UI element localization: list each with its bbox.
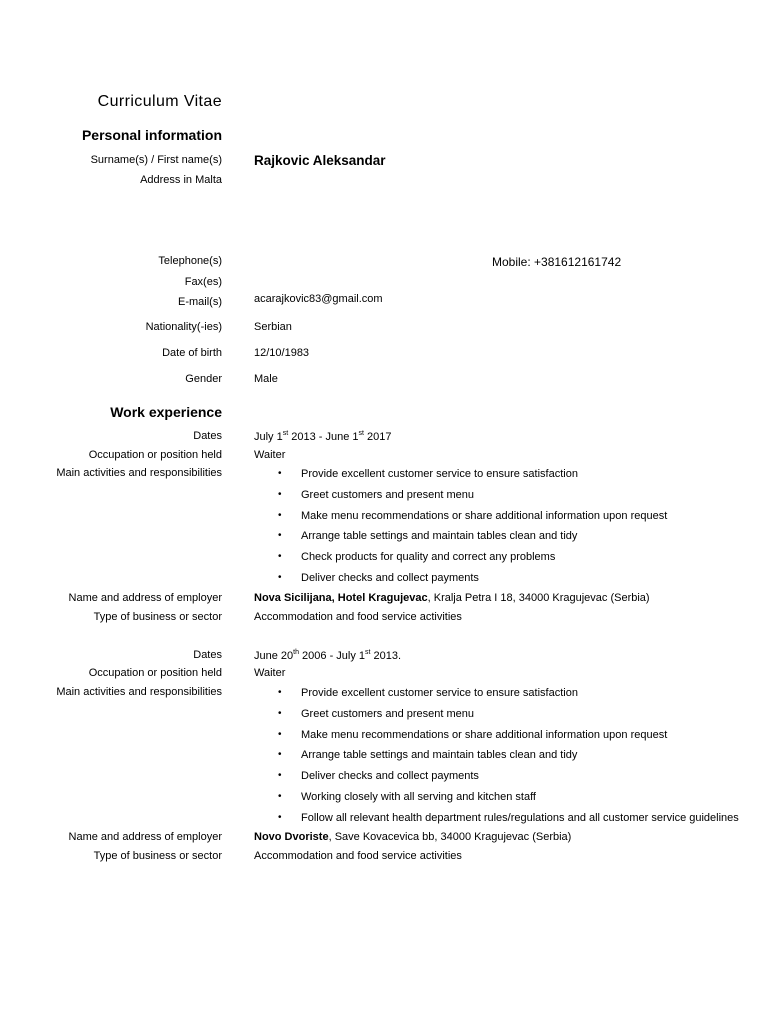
bullet-icon: •	[278, 770, 282, 782]
nationality-value: Serbian	[254, 321, 292, 333]
business-value: Accommodation and food service activities	[254, 850, 462, 862]
employer-value: Novo Dvoriste, Save Kovacevica bb, 34000 Kragujevac (Serbia)	[254, 831, 572, 843]
list-item: • Deliver checks and collect payments	[254, 568, 667, 589]
list-item: • Check products for quality and correct any problems	[254, 547, 667, 568]
list-item: • Make menu recommendations or share additional information upon request	[254, 506, 667, 527]
business-label: Type of business or sector	[93, 850, 222, 862]
bullet-icon: •	[278, 707, 282, 719]
employer-label: Name and address of employer	[68, 831, 222, 843]
job-dates-label: Dates	[193, 430, 222, 442]
address-label: Address in Malta	[140, 174, 222, 186]
dob-value: 12/10/1983	[254, 347, 310, 359]
job-dates-value: June 20th 2006 - July 1st 2013.	[254, 649, 402, 662]
occupation-label: Occupation or position held	[88, 667, 222, 679]
telephone-label: Telephone(s)	[158, 255, 222, 267]
activities-list	[254, 464, 667, 589]
list-item: • Greet customers and present menu	[254, 704, 739, 725]
bullet-icon: •	[278, 749, 282, 761]
fax-label: Fax(es)	[184, 276, 222, 288]
list-item: • Provide excellent customer service to ensure satisfaction	[254, 683, 739, 704]
list-item: • Arrange table settings and maintain tables clean and tidy	[254, 745, 739, 766]
full-name: Rajkovic Aleksandar	[254, 153, 386, 168]
employer-label: Name and address of employer	[68, 592, 222, 604]
telephone-value: Mobile: +381612161742	[492, 255, 622, 269]
activities-label: Main activities and responsibilities	[56, 686, 222, 698]
email-value[interactable]: acarajkovic83@gmail.com	[254, 293, 383, 305]
list-item: • Deliver checks and collect payments	[254, 766, 739, 787]
occupation-label: Occupation or position held	[88, 449, 222, 461]
bullet-icon: •	[278, 488, 282, 500]
job-dates-value: July 1st 2013 - June 1st 2017	[254, 430, 392, 443]
activities-list	[254, 683, 739, 829]
occupation-value: Waiter	[254, 667, 286, 679]
document-title: Curriculum Vitae	[97, 93, 222, 110]
gender-value: Male	[254, 373, 278, 385]
list-item: • Follow all relevant health department rules/regulations and all customer service guidelines	[254, 808, 739, 829]
activities-label: Main activities and responsibilities	[56, 467, 222, 479]
dob-label: Date of birth	[162, 347, 222, 359]
bullet-icon: •	[278, 790, 282, 802]
list-item: • Make menu recommendations or share additional information upon request	[254, 725, 739, 746]
personal-info-heading: Personal information	[81, 127, 222, 143]
email-label: E-mail(s)	[178, 296, 222, 308]
business-label: Type of business or sector	[93, 611, 222, 623]
list-item: • Greet customers and present menu	[254, 485, 667, 506]
bullet-icon: •	[278, 509, 282, 521]
bullet-icon: •	[278, 811, 282, 823]
business-value: Accommodation and food service activities	[254, 611, 462, 623]
nationality-label: Nationality(-ies)	[145, 321, 222, 333]
bullet-icon: •	[278, 530, 282, 542]
bullet-icon: •	[278, 687, 282, 698]
gender-label: Gender	[185, 373, 222, 385]
bullet-icon: •	[278, 551, 282, 563]
employer-value: Nova Sicilijana, Hotel Kragujevac, Kralja Petra I 18, 34000 Kragujevac (Serbia)	[254, 592, 650, 604]
name-label: Surname(s) / First name(s)	[90, 154, 222, 166]
bullet-icon: •	[278, 728, 282, 740]
work-experience-heading: Work experience	[110, 404, 222, 420]
job-dates-label: Dates	[193, 649, 222, 661]
list-item: • Working closely with all serving and kitchen staff	[254, 787, 739, 808]
bullet-icon: •	[278, 468, 282, 479]
list-item: • Arrange table settings and maintain tables clean and tidy	[254, 526, 667, 547]
bullet-icon: •	[278, 571, 282, 583]
occupation-value: Waiter	[254, 449, 286, 461]
list-item: • Provide excellent customer service to ensure satisfaction	[254, 464, 667, 485]
